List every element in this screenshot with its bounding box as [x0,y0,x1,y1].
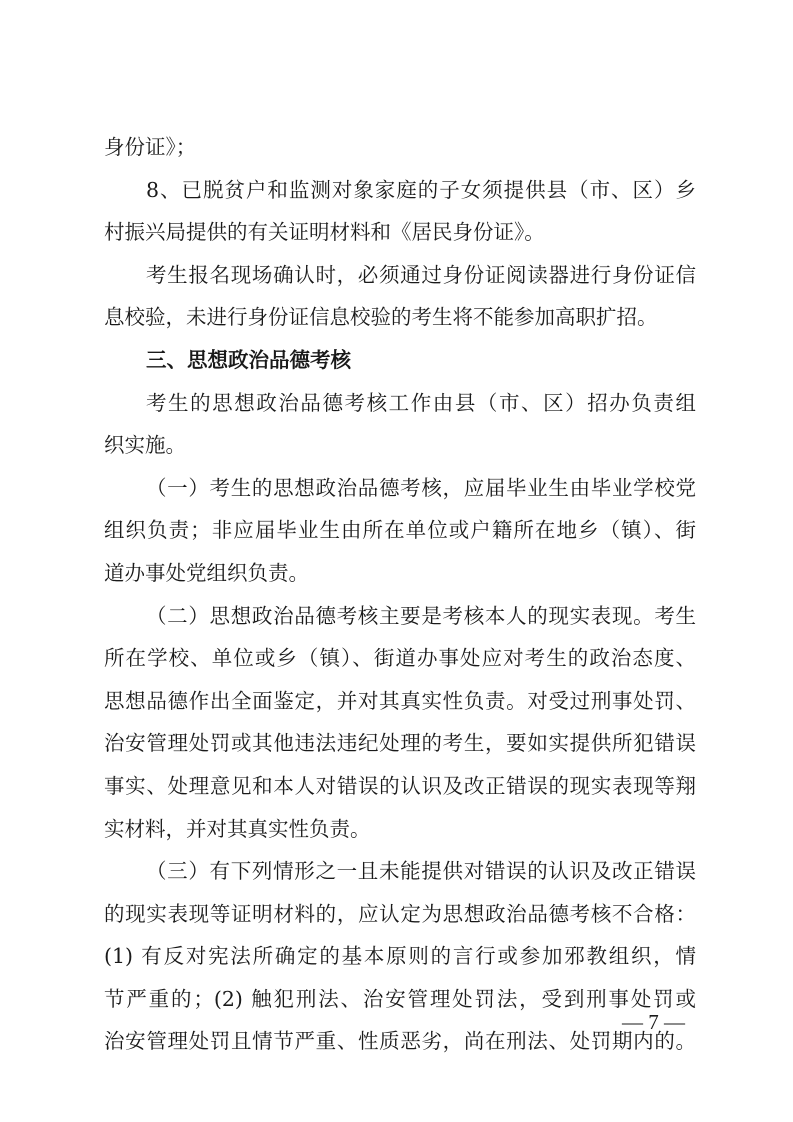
text-line: 所在学校、单位或乡（镇）、街道办事处应对考生的政治态度、 [104,646,696,671]
text-line: 考生的思想政治品德考核工作由县（市、区）招办负责组 [146,390,696,415]
text-line: 治安管理处罚且情节严重、性质恶劣，尚在刑法、处罚期内的。 [104,1029,696,1054]
document-body [104,126,696,1063]
text-line: 事实、处理意见和本人对错误的认识及改正错误的现实表现等翔 [104,773,696,798]
text-line: 节严重的；(2) 触犯刑法、治安管理处罚法，受到刑事处罚或 [104,986,696,1011]
text-line: （三）有下列情形之一且未能提供对错误的认识及改正错误 [146,859,696,884]
text-line: 道办事处党组织负责。 [104,560,309,585]
text-line: 考生报名现场确认时，必须通过身份证阅读器进行身份证信 [146,262,696,287]
text-line: 思想品德作出全面鉴定，并对其真实性负责。对受过刑事处罚、 [104,688,696,713]
text-line: 实材料，并对其真实性负责。 [104,816,371,841]
text-line: （一）考生的思想政治品德考核，应届毕业生由毕业学校党 [146,475,696,500]
text-line: 组织负责；非应届毕业生由所在单位或户籍所在地乡（镇）、街 [104,518,696,543]
text-line: 织实施。 [104,433,186,458]
text-line: 治安管理处罚或其他违法违纪处理的考生，要如实提供所犯错误 [104,731,696,756]
text-line: (1) 有反对宪法所确定的基本原则的言行或参加邪教组织，情 [104,944,696,969]
text-line: 身份证》； [104,135,197,159]
text-line: 村振兴局提供的有关证明材料和《居民身份证》。 [104,220,545,245]
text-line: （二）思想政治品德考核主要是考核本人的现实表现。考生 [146,603,696,628]
text-line: 息校验，未进行身份证信息校验的考生将不能参加高职扩招。 [104,305,658,330]
section-heading: 三、思想政治品德考核 [146,347,351,372]
text-line: 的现实表现等证明材料的，应认定为思想政治品德考核不合格： [104,901,696,926]
text-line: 8、已脱贫户和监测对象家庭的子女须提供县（市、区）乡 [146,177,696,202]
page-number: — 7 — [622,1010,685,1034]
